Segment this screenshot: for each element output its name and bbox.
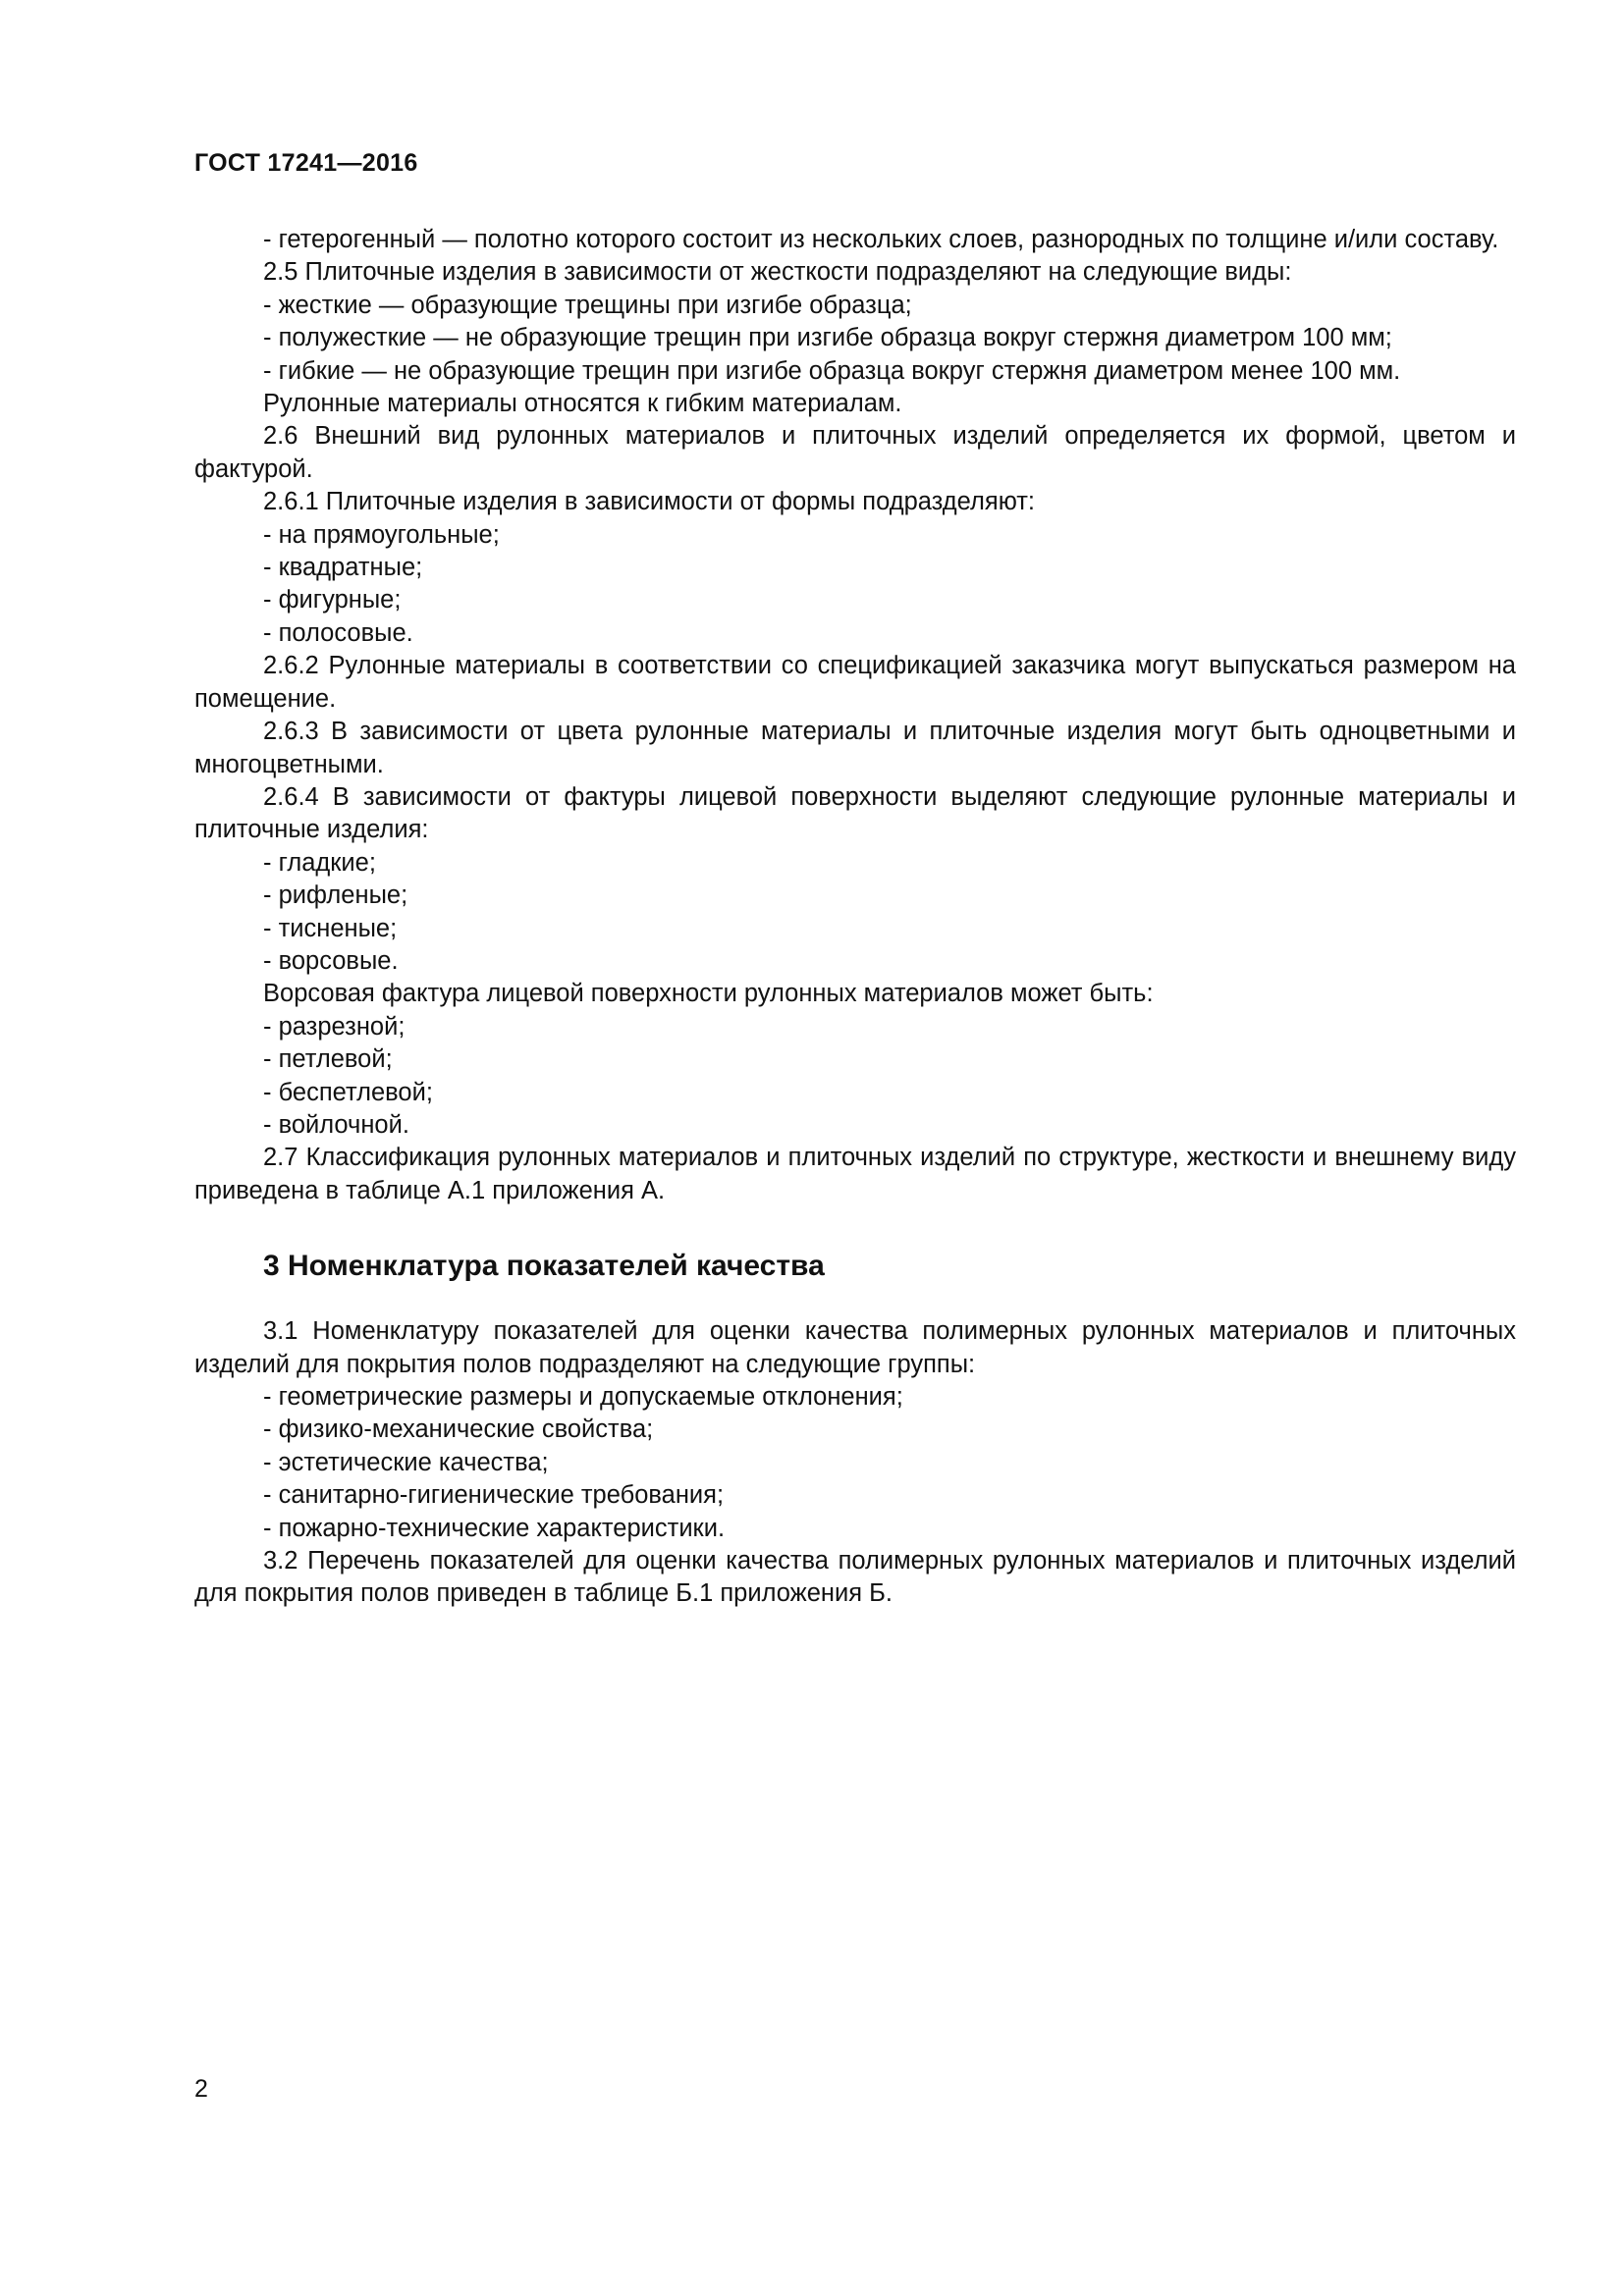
- list-item: - квадратные;: [263, 554, 423, 582]
- paragraph: 2.7 Классификация рулонных материалов и плиточных изделий по структуре, жесткости и внешнему виду приведена в таблице А.1 приложения А.: [194, 1144, 1516, 1204]
- list-item: - жесткие — образующие трещины при изгибе образца;: [263, 291, 912, 319]
- paragraph: 3.1 Номенклатуру показателей для оценки качества полимерных рулонных материалов и плиточных изделий для покрытия полов подразделяют на следующие группы:: [194, 1317, 1516, 1378]
- list-item: - гибкие — не образующие трещин при изгибе образца вокруг стержня диаметром менее 100 мм.: [263, 356, 1401, 385]
- list-item: - полосовые.: [263, 618, 413, 647]
- list-item: - геометрические размеры и допускаемые отклонения;: [263, 1383, 903, 1411]
- section-heading: 3 Номенклатура показателей качества: [263, 1250, 825, 1283]
- list-item: - рифленые;: [263, 881, 408, 910]
- list-item: - эстетические качества;: [263, 1448, 549, 1476]
- list-item: - на прямоугольные;: [263, 520, 500, 549]
- paragraph: 2.5 Плиточные изделия в зависимости от жесткости подразделяют на следующие виды:: [263, 258, 1292, 287]
- list-item: - пожарно-технические характеристики.: [263, 1514, 726, 1542]
- document-header: ГОСТ 17241—2016: [194, 149, 418, 177]
- list-item: - разрезной;: [263, 1012, 406, 1041]
- paragraph: 3.2 Перечень показателей для оценки качества полимерных рулонных материалов и плиточных изделий для покрытия полов приведен в таблице Б.1 приложения Б.: [194, 1547, 1516, 1608]
- list-item: - беспетлевой;: [263, 1078, 433, 1106]
- paragraph: Ворсовая фактура лицевой поверхности рулонных материалов может быть:: [263, 980, 1154, 1008]
- paragraph: 2.6.3 В зависимости от цвета рулонные материалы и плиточные изделия могут быть одноцветными и многоцветными.: [194, 718, 1516, 778]
- paragraph: Рулонные материалы относятся к гибким материалам.: [263, 390, 902, 418]
- paragraph: 2.6.4 В зависимости от фактуры лицевой поверхности выделяют следующие рулонные материалы и плиточные изделия:: [194, 782, 1516, 844]
- list-item: - полужесткие — не образующие трещин при изгибе образца вокруг стержня диаметром 100 мм;: [263, 324, 1392, 352]
- list-item: - петлевой;: [263, 1045, 393, 1074]
- list-item: - санитарно-гигиенические требования;: [263, 1481, 725, 1510]
- paragraph: 2.6.1 Плиточные изделия в зависимости от формы подразделяют:: [263, 488, 1036, 516]
- list-item: - фигурные;: [263, 586, 402, 614]
- page-content: [194, 224, 1516, 1611]
- page-number: 2: [194, 2075, 208, 2103]
- list-item: - войлочной.: [263, 1110, 409, 1139]
- paragraph: - гетерогенный — полотно которого состоит из нескольких слоев, разнородных по толщине и/или составу.: [263, 226, 1499, 253]
- list-item: - гладкие;: [263, 848, 376, 877]
- list-item: - физико-механические свойства;: [263, 1415, 654, 1444]
- list-item: - тисненые;: [263, 914, 398, 942]
- paragraph: 2.6.2 Рулонные материалы в соответствии со спецификацией заказчика могут выпускаться размером на помещение.: [194, 652, 1516, 713]
- paragraph: 2.6 Внешний вид рулонных материалов и плиточных изделий определяется их формой, цветом и фактурой.: [194, 422, 1516, 483]
- list-item: - ворсовые.: [263, 946, 399, 975]
